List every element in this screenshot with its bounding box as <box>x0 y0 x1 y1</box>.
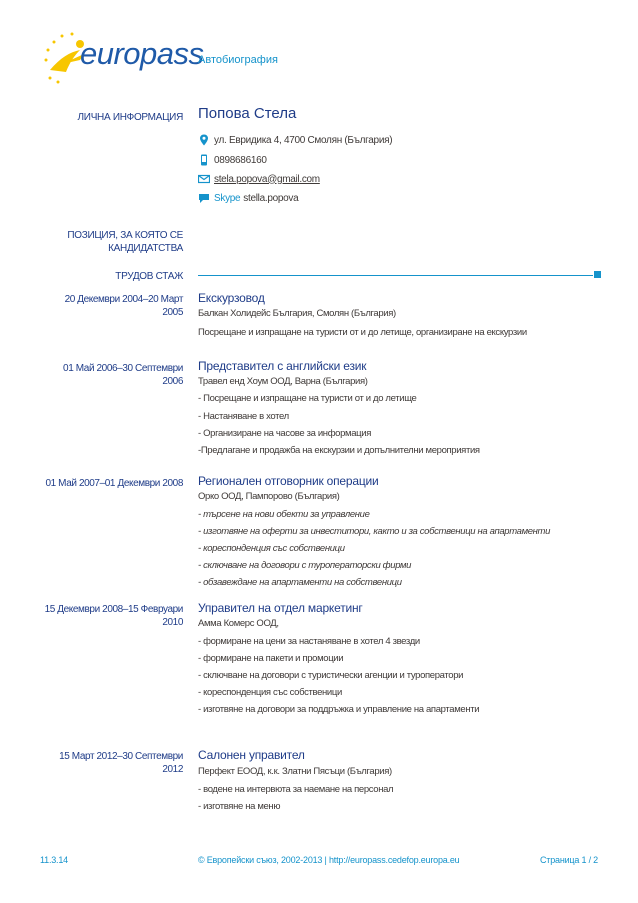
chat-bubble-icon <box>198 192 210 204</box>
job-date <box>45 603 183 629</box>
job-date-line2: 2005 <box>162 307 183 318</box>
job-date-line1: 01 Май 2007–01 Декември 2008 <box>45 478 183 489</box>
job-description-line: - обзавеждане на апартаменти на собственици <box>198 577 402 588</box>
job-description-line: - търсене на нови обекти за управление <box>198 509 370 520</box>
footer-copyright[interactable]: © Европейски съюз, 2002-2013 | http://europass.cedefop.europa.eu <box>198 855 460 865</box>
job-description-line: - водене на интервюта за наемане на персонал <box>198 784 394 795</box>
job-date-line2: 2012 <box>162 764 183 775</box>
job-employer: Перфект ЕООД, к.к. Златни Пясъци (България) <box>198 766 392 777</box>
phone-row <box>198 152 267 168</box>
personal-info-label: ЛИЧНА ИНФОРМАЦИЯ <box>77 112 183 123</box>
job-date-line1: 01 Май 2006–30 Септември <box>63 363 183 374</box>
job-description-line: - сключване на договори с туристически агенции и туроператори <box>198 670 464 681</box>
mobile-phone-icon <box>198 154 210 166</box>
address-text: ул. Евридика 4, 4700 Смолян (България) <box>214 134 393 146</box>
job-employer: Орко ООД, Пампорово (България) <box>198 491 340 502</box>
job-description-line: - сключване на договори с туроператорски фирми <box>198 560 412 571</box>
job-description-line: - Настаняване в хотел <box>198 411 289 422</box>
job-employer: Балкан Холидейс България, Смолян (България) <box>198 308 396 319</box>
footer-date: 11.3.14 <box>40 855 68 865</box>
email-row <box>198 171 320 187</box>
job-date-line2: 2010 <box>162 617 183 628</box>
person-name: Попова Стела <box>198 105 297 122</box>
position-label-line1: ПОЗИЦИЯ, ЗА КОЯТО СЕ <box>67 230 183 241</box>
job-employer: Травел енд Хоум ООД, Варна (България) <box>198 376 368 387</box>
job-description-line: - формиране на пакети и промоции <box>198 653 344 664</box>
footer-page-number: Страница 1 / 2 <box>539 855 598 865</box>
job-description-line: Посрещане и изпращане на туристи от и до летище, организиране на екскурзии <box>198 327 527 338</box>
job-description-line: - изготвяне на меню <box>198 801 281 812</box>
job-title: Управител на отдел маркетинг <box>198 601 363 615</box>
job-description-line: - Организиране на часове за информация <box>198 428 371 439</box>
skype-label: Skype <box>214 192 241 204</box>
job-title: Регионален отговорник операции <box>198 474 379 488</box>
address-row <box>198 132 392 148</box>
job-description-line: - кореспонденция със собственици <box>198 687 342 698</box>
logo-wordmark: europass <box>80 36 204 71</box>
position-label-line2: КАНДИДАТСТВА <box>108 243 183 254</box>
job-employer: Амма Комерс ООД, <box>198 618 279 629</box>
job-title: Представител с английски език <box>198 359 367 373</box>
skype-id: stella.popova <box>243 192 299 204</box>
position-label <box>67 229 183 255</box>
job-description-line: - формиране на цени за настаняване в хотел 4 звезди <box>198 636 420 647</box>
job-description-line: - кореспонденция със собственици <box>198 543 345 554</box>
document-title: Автобиография <box>198 54 278 66</box>
section-marker <box>594 271 601 278</box>
job-date <box>65 293 183 319</box>
location-pin-icon <box>198 134 210 146</box>
job-title: Салонен управител <box>198 748 305 762</box>
envelope-icon <box>198 173 210 185</box>
phone-text: 0898686160 <box>214 154 267 166</box>
skype-row <box>198 190 298 206</box>
job-description-line: - Посрещане и изпращане на туристи от и до летище <box>198 393 417 404</box>
job-date <box>63 362 183 388</box>
job-date-line1: 15 Март 2012–30 Септември <box>59 751 183 762</box>
job-date-line1: 20 Декември 2004–20 Март <box>64 294 183 305</box>
section-divider <box>198 275 593 276</box>
job-date-line2: 2006 <box>162 376 183 387</box>
experience-label: ТРУДОВ СТАЖ <box>115 271 183 282</box>
job-description-line: - изготвяне на договори за поддръжка и управление на апартаменти <box>198 704 480 715</box>
job-date <box>59 750 183 776</box>
email-link[interactable]: stela.popova@gmail.com <box>214 173 320 185</box>
job-description-line: - изготвяне на оферти за инвеститори, както и за собственици на апартаменти <box>198 526 551 537</box>
job-date <box>45 477 183 490</box>
job-description-line: -Предлагане и продажба на екскурзии и допълнителни мероприятия <box>198 445 480 456</box>
job-title: Екскурзовод <box>198 291 265 305</box>
job-date-line1: 15 Декември 2008–15 Февруари <box>44 604 183 615</box>
